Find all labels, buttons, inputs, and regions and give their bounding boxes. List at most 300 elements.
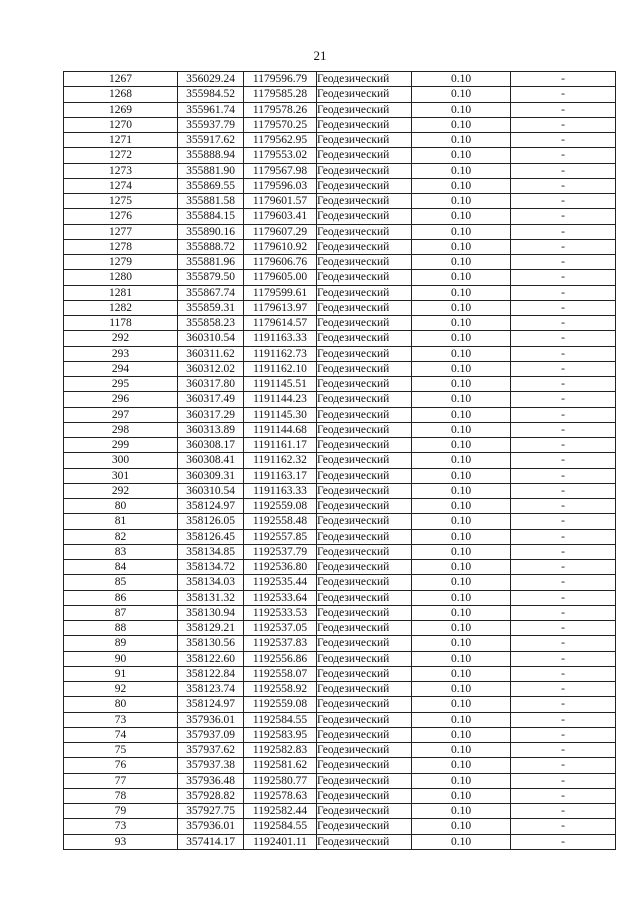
- y-coordinate-cell: 1192536.80: [244, 560, 317, 575]
- table-row: [64, 422, 616, 437]
- accuracy-cell: 0.10: [412, 87, 511, 102]
- x-coordinate-cell: 357936.48: [178, 773, 244, 788]
- accuracy-cell: 0.10: [412, 407, 511, 422]
- accuracy-cell: 0.10: [412, 788, 511, 803]
- description-cell: -: [511, 773, 616, 788]
- y-coordinate-cell: 1192537.83: [244, 636, 317, 651]
- method-cell: Геодезический: [317, 834, 412, 849]
- y-coordinate-cell: 1192578.63: [244, 788, 317, 803]
- description-cell: -: [511, 209, 616, 224]
- accuracy-cell: 0.10: [412, 483, 511, 498]
- method-cell: Геодезический: [317, 605, 412, 620]
- point-number-cell: 80: [64, 697, 178, 712]
- accuracy-cell: 0.10: [412, 819, 511, 834]
- coordinates-table: [63, 71, 616, 850]
- table-row: [64, 72, 616, 87]
- method-cell: Геодезический: [317, 773, 412, 788]
- x-coordinate-cell: 355859.31: [178, 300, 244, 315]
- point-number-cell: 296: [64, 392, 178, 407]
- method-cell: Геодезический: [317, 270, 412, 285]
- method-cell: Геодезический: [317, 72, 412, 87]
- x-coordinate-cell: 357937.62: [178, 743, 244, 758]
- method-cell: Геодезический: [317, 560, 412, 575]
- table-row: [64, 682, 616, 697]
- method-cell: Геодезический: [317, 163, 412, 178]
- point-number-cell: 1282: [64, 300, 178, 315]
- table-row: [64, 407, 616, 422]
- table-row: [64, 651, 616, 666]
- method-cell: Геодезический: [317, 575, 412, 590]
- table-row: [64, 544, 616, 559]
- point-number-cell: 75: [64, 743, 178, 758]
- y-coordinate-cell: 1179606.76: [244, 255, 317, 270]
- y-coordinate-cell: 1191145.51: [244, 377, 317, 392]
- accuracy-cell: 0.10: [412, 224, 511, 239]
- table-row: [64, 117, 616, 132]
- table-row: [64, 697, 616, 712]
- accuracy-cell: 0.10: [412, 377, 511, 392]
- description-cell: -: [511, 102, 616, 117]
- method-cell: Геодезический: [317, 483, 412, 498]
- x-coordinate-cell: 360317.49: [178, 392, 244, 407]
- x-coordinate-cell: 355881.96: [178, 255, 244, 270]
- method-cell: Геодезический: [317, 102, 412, 117]
- x-coordinate-cell: 355888.72: [178, 239, 244, 254]
- point-number-cell: 1178: [64, 316, 178, 331]
- x-coordinate-cell: 358123.74: [178, 682, 244, 697]
- x-coordinate-cell: 358126.45: [178, 529, 244, 544]
- method-cell: Геодезический: [317, 544, 412, 559]
- y-coordinate-cell: 1192558.92: [244, 682, 317, 697]
- point-number-cell: 76: [64, 758, 178, 773]
- table-row: [64, 804, 616, 819]
- accuracy-cell: 0.10: [412, 727, 511, 742]
- table-row: [64, 666, 616, 681]
- method-cell: Геодезический: [317, 651, 412, 666]
- description-cell: -: [511, 758, 616, 773]
- y-coordinate-cell: 1192401.11: [244, 834, 317, 849]
- description-cell: -: [511, 743, 616, 758]
- accuracy-cell: 0.10: [412, 651, 511, 666]
- table-row: [64, 178, 616, 193]
- point-number-cell: 298: [64, 422, 178, 437]
- table-row: [64, 239, 616, 254]
- table-row: [64, 331, 616, 346]
- x-coordinate-cell: 358124.97: [178, 499, 244, 514]
- x-coordinate-cell: 357937.38: [178, 758, 244, 773]
- description-cell: -: [511, 392, 616, 407]
- table-row: [64, 392, 616, 407]
- y-coordinate-cell: 1192559.08: [244, 499, 317, 514]
- point-number-cell: 87: [64, 605, 178, 620]
- accuracy-cell: 0.10: [412, 453, 511, 468]
- accuracy-cell: 0.10: [412, 148, 511, 163]
- y-coordinate-cell: 1191163.33: [244, 331, 317, 346]
- table-row: [64, 560, 616, 575]
- table-row: [64, 194, 616, 209]
- table-row: [64, 285, 616, 300]
- point-number-cell: 297: [64, 407, 178, 422]
- table-row: [64, 209, 616, 224]
- y-coordinate-cell: 1192557.85: [244, 529, 317, 544]
- accuracy-cell: 0.10: [412, 590, 511, 605]
- accuracy-cell: 0.10: [412, 194, 511, 209]
- x-coordinate-cell: 355890.16: [178, 224, 244, 239]
- accuracy-cell: 0.10: [412, 316, 511, 331]
- description-cell: -: [511, 270, 616, 285]
- point-number-cell: 295: [64, 377, 178, 392]
- accuracy-cell: 0.10: [412, 834, 511, 849]
- accuracy-cell: 0.10: [412, 392, 511, 407]
- method-cell: Геодезический: [317, 300, 412, 315]
- method-cell: Геодезический: [317, 392, 412, 407]
- y-coordinate-cell: 1191145.30: [244, 407, 317, 422]
- method-cell: Геодезический: [317, 682, 412, 697]
- accuracy-cell: 0.10: [412, 804, 511, 819]
- method-cell: Геодезический: [317, 255, 412, 270]
- accuracy-cell: 0.10: [412, 117, 511, 132]
- point-number-cell: 91: [64, 666, 178, 681]
- description-cell: -: [511, 605, 616, 620]
- x-coordinate-cell: 358124.97: [178, 697, 244, 712]
- description-cell: -: [511, 377, 616, 392]
- x-coordinate-cell: 357936.01: [178, 819, 244, 834]
- table-row: [64, 300, 616, 315]
- table-row: [64, 361, 616, 376]
- y-coordinate-cell: 1191161.17: [244, 438, 317, 453]
- x-coordinate-cell: 357937.09: [178, 727, 244, 742]
- y-coordinate-cell: 1179596.03: [244, 178, 317, 193]
- x-coordinate-cell: 360309.31: [178, 468, 244, 483]
- description-cell: -: [511, 133, 616, 148]
- y-coordinate-cell: 1192584.55: [244, 819, 317, 834]
- accuracy-cell: 0.10: [412, 178, 511, 193]
- x-coordinate-cell: 355881.58: [178, 194, 244, 209]
- method-cell: Геодезический: [317, 239, 412, 254]
- accuracy-cell: 0.10: [412, 270, 511, 285]
- description-cell: -: [511, 422, 616, 437]
- point-number-cell: 1271: [64, 133, 178, 148]
- coordinates-table-body: [64, 72, 616, 850]
- table-row: [64, 224, 616, 239]
- y-coordinate-cell: 1179567.98: [244, 163, 317, 178]
- description-cell: -: [511, 804, 616, 819]
- description-cell: -: [511, 163, 616, 178]
- point-number-cell: 301: [64, 468, 178, 483]
- accuracy-cell: 0.10: [412, 666, 511, 681]
- description-cell: -: [511, 346, 616, 361]
- accuracy-cell: 0.10: [412, 438, 511, 453]
- method-cell: Геодезический: [317, 285, 412, 300]
- point-number-cell: 1268: [64, 87, 178, 102]
- description-cell: -: [511, 499, 616, 514]
- method-cell: Геодезический: [317, 727, 412, 742]
- description-cell: -: [511, 300, 616, 315]
- x-coordinate-cell: 358122.60: [178, 651, 244, 666]
- description-cell: -: [511, 117, 616, 132]
- method-cell: Геодезический: [317, 87, 412, 102]
- page-number: 21: [313, 48, 327, 63]
- y-coordinate-cell: 1179613.97: [244, 300, 317, 315]
- point-number-cell: 292: [64, 331, 178, 346]
- method-cell: Геодезический: [317, 331, 412, 346]
- y-coordinate-cell: 1192583.95: [244, 727, 317, 742]
- point-number-cell: 80: [64, 499, 178, 514]
- description-cell: -: [511, 590, 616, 605]
- x-coordinate-cell: 360312.02: [178, 361, 244, 376]
- y-coordinate-cell: 1192584.55: [244, 712, 317, 727]
- description-cell: -: [511, 239, 616, 254]
- method-cell: Геодезический: [317, 361, 412, 376]
- table-row: [64, 316, 616, 331]
- accuracy-cell: 0.10: [412, 560, 511, 575]
- description-cell: -: [511, 788, 616, 803]
- table-row: [64, 621, 616, 636]
- method-cell: Геодезический: [317, 712, 412, 727]
- accuracy-cell: 0.10: [412, 529, 511, 544]
- x-coordinate-cell: 358130.94: [178, 605, 244, 620]
- y-coordinate-cell: 1191144.23: [244, 392, 317, 407]
- point-number-cell: 1276: [64, 209, 178, 224]
- description-cell: -: [511, 544, 616, 559]
- table-row: [64, 743, 616, 758]
- x-coordinate-cell: 360310.54: [178, 331, 244, 346]
- accuracy-cell: 0.10: [412, 697, 511, 712]
- description-cell: -: [511, 834, 616, 849]
- table-row: [64, 636, 616, 651]
- point-number-cell: 84: [64, 560, 178, 575]
- x-coordinate-cell: 355858.23: [178, 316, 244, 331]
- point-number-cell: 92: [64, 682, 178, 697]
- accuracy-cell: 0.10: [412, 72, 511, 87]
- point-number-cell: 79: [64, 804, 178, 819]
- description-cell: -: [511, 194, 616, 209]
- description-cell: -: [511, 621, 616, 636]
- table-row: [64, 102, 616, 117]
- table-row: [64, 438, 616, 453]
- point-number-cell: 77: [64, 773, 178, 788]
- table-row: [64, 483, 616, 498]
- accuracy-cell: 0.10: [412, 773, 511, 788]
- method-cell: Геодезический: [317, 407, 412, 422]
- description-cell: -: [511, 819, 616, 834]
- method-cell: Геодезический: [317, 621, 412, 636]
- description-cell: -: [511, 361, 616, 376]
- description-cell: -: [511, 727, 616, 742]
- y-coordinate-cell: 1191162.32: [244, 453, 317, 468]
- method-cell: Геодезический: [317, 499, 412, 514]
- accuracy-cell: 0.10: [412, 102, 511, 117]
- table-row: [64, 255, 616, 270]
- description-cell: -: [511, 453, 616, 468]
- y-coordinate-cell: 1192535.44: [244, 575, 317, 590]
- point-number-cell: 90: [64, 651, 178, 666]
- x-coordinate-cell: 358129.21: [178, 621, 244, 636]
- description-cell: -: [511, 682, 616, 697]
- y-coordinate-cell: 1191163.33: [244, 483, 317, 498]
- accuracy-cell: 0.10: [412, 544, 511, 559]
- accuracy-cell: 0.10: [412, 499, 511, 514]
- description-cell: -: [511, 468, 616, 483]
- description-cell: -: [511, 285, 616, 300]
- method-cell: Геодезический: [317, 804, 412, 819]
- x-coordinate-cell: 358134.72: [178, 560, 244, 575]
- accuracy-cell: 0.10: [412, 331, 511, 346]
- description-cell: -: [511, 148, 616, 163]
- accuracy-cell: 0.10: [412, 163, 511, 178]
- accuracy-cell: 0.10: [412, 575, 511, 590]
- description-cell: -: [511, 697, 616, 712]
- point-number-cell: 1277: [64, 224, 178, 239]
- y-coordinate-cell: 1192558.48: [244, 514, 317, 529]
- description-cell: -: [511, 255, 616, 270]
- x-coordinate-cell: 355867.74: [178, 285, 244, 300]
- table-row: [64, 148, 616, 163]
- x-coordinate-cell: 355984.52: [178, 87, 244, 102]
- y-coordinate-cell: 1192582.44: [244, 804, 317, 819]
- method-cell: Геодезический: [317, 377, 412, 392]
- table-row: [64, 468, 616, 483]
- method-cell: Геодезический: [317, 346, 412, 361]
- x-coordinate-cell: 360313.89: [178, 422, 244, 437]
- description-cell: -: [511, 651, 616, 666]
- point-number-cell: 74: [64, 727, 178, 742]
- y-coordinate-cell: 1192581.62: [244, 758, 317, 773]
- x-coordinate-cell: 360310.54: [178, 483, 244, 498]
- accuracy-cell: 0.10: [412, 255, 511, 270]
- y-coordinate-cell: 1192580.77: [244, 773, 317, 788]
- table-row: [64, 499, 616, 514]
- point-number-cell: 73: [64, 819, 178, 834]
- table-row: [64, 819, 616, 834]
- description-cell: -: [511, 712, 616, 727]
- y-coordinate-cell: 1179596.79: [244, 72, 317, 87]
- x-coordinate-cell: 358131.32: [178, 590, 244, 605]
- table-row: [64, 163, 616, 178]
- table-row: [64, 133, 616, 148]
- x-coordinate-cell: 356029.24: [178, 72, 244, 87]
- point-number-cell: 299: [64, 438, 178, 453]
- accuracy-cell: 0.10: [412, 605, 511, 620]
- y-coordinate-cell: 1192558.07: [244, 666, 317, 681]
- point-number-cell: 294: [64, 361, 178, 376]
- y-coordinate-cell: 1192533.64: [244, 590, 317, 605]
- table-row: [64, 346, 616, 361]
- method-cell: Геодезический: [317, 133, 412, 148]
- x-coordinate-cell: 357936.01: [178, 712, 244, 727]
- y-coordinate-cell: 1192582.83: [244, 743, 317, 758]
- y-coordinate-cell: 1192556.86: [244, 651, 317, 666]
- description-cell: -: [511, 87, 616, 102]
- description-cell: -: [511, 575, 616, 590]
- method-cell: Геодезический: [317, 819, 412, 834]
- y-coordinate-cell: 1179599.61: [244, 285, 317, 300]
- y-coordinate-cell: 1191162.10: [244, 361, 317, 376]
- description-cell: -: [511, 316, 616, 331]
- y-coordinate-cell: 1191163.17: [244, 468, 317, 483]
- point-number-cell: 1275: [64, 194, 178, 209]
- y-coordinate-cell: 1179603.41: [244, 209, 317, 224]
- x-coordinate-cell: 357927.75: [178, 804, 244, 819]
- y-coordinate-cell: 1179578.26: [244, 102, 317, 117]
- point-number-cell: 1281: [64, 285, 178, 300]
- method-cell: Геодезический: [317, 468, 412, 483]
- description-cell: -: [511, 514, 616, 529]
- table-row: [64, 590, 616, 605]
- method-cell: Геодезический: [317, 422, 412, 437]
- description-cell: -: [511, 666, 616, 681]
- x-coordinate-cell: 355917.62: [178, 133, 244, 148]
- accuracy-cell: 0.10: [412, 621, 511, 636]
- method-cell: Геодезический: [317, 788, 412, 803]
- y-coordinate-cell: 1179607.29: [244, 224, 317, 239]
- accuracy-cell: 0.10: [412, 682, 511, 697]
- method-cell: Геодезический: [317, 590, 412, 605]
- y-coordinate-cell: 1179614.57: [244, 316, 317, 331]
- accuracy-cell: 0.10: [412, 133, 511, 148]
- x-coordinate-cell: 357928.82: [178, 788, 244, 803]
- y-coordinate-cell: 1191144.68: [244, 422, 317, 437]
- description-cell: -: [511, 178, 616, 193]
- point-number-cell: 78: [64, 788, 178, 803]
- x-coordinate-cell: 355888.94: [178, 148, 244, 163]
- accuracy-cell: 0.10: [412, 514, 511, 529]
- x-coordinate-cell: 358134.85: [178, 544, 244, 559]
- accuracy-cell: 0.10: [412, 239, 511, 254]
- table-row: [64, 529, 616, 544]
- accuracy-cell: 0.10: [412, 636, 511, 651]
- method-cell: Геодезический: [317, 758, 412, 773]
- y-coordinate-cell: 1179601.57: [244, 194, 317, 209]
- point-number-cell: 1270: [64, 117, 178, 132]
- method-cell: Геодезический: [317, 224, 412, 239]
- description-cell: -: [511, 407, 616, 422]
- point-number-cell: 85: [64, 575, 178, 590]
- description-cell: -: [511, 636, 616, 651]
- x-coordinate-cell: 360311.62: [178, 346, 244, 361]
- method-cell: Геодезический: [317, 529, 412, 544]
- table-row: [64, 773, 616, 788]
- point-number-cell: 1269: [64, 102, 178, 117]
- description-cell: -: [511, 483, 616, 498]
- method-cell: Геодезический: [317, 697, 412, 712]
- x-coordinate-cell: 355884.15: [178, 209, 244, 224]
- method-cell: Геодезический: [317, 743, 412, 758]
- x-coordinate-cell: 360308.41: [178, 453, 244, 468]
- x-coordinate-cell: 360317.80: [178, 377, 244, 392]
- method-cell: Геодезический: [317, 178, 412, 193]
- method-cell: Геодезический: [317, 148, 412, 163]
- method-cell: Геодезический: [317, 514, 412, 529]
- x-coordinate-cell: 358134.03: [178, 575, 244, 590]
- table-row: [64, 712, 616, 727]
- point-number-cell: 89: [64, 636, 178, 651]
- table-row: [64, 605, 616, 620]
- y-coordinate-cell: 1179610.92: [244, 239, 317, 254]
- y-coordinate-cell: 1192537.79: [244, 544, 317, 559]
- point-number-cell: 93: [64, 834, 178, 849]
- table-row: [64, 377, 616, 392]
- x-coordinate-cell: 355869.55: [178, 178, 244, 193]
- method-cell: Геодезический: [317, 636, 412, 651]
- method-cell: Геодезический: [317, 209, 412, 224]
- y-coordinate-cell: 1179605.00: [244, 270, 317, 285]
- accuracy-cell: 0.10: [412, 468, 511, 483]
- method-cell: Геодезический: [317, 117, 412, 132]
- y-coordinate-cell: 1179553.02: [244, 148, 317, 163]
- point-number-cell: 1279: [64, 255, 178, 270]
- x-coordinate-cell: 360308.17: [178, 438, 244, 453]
